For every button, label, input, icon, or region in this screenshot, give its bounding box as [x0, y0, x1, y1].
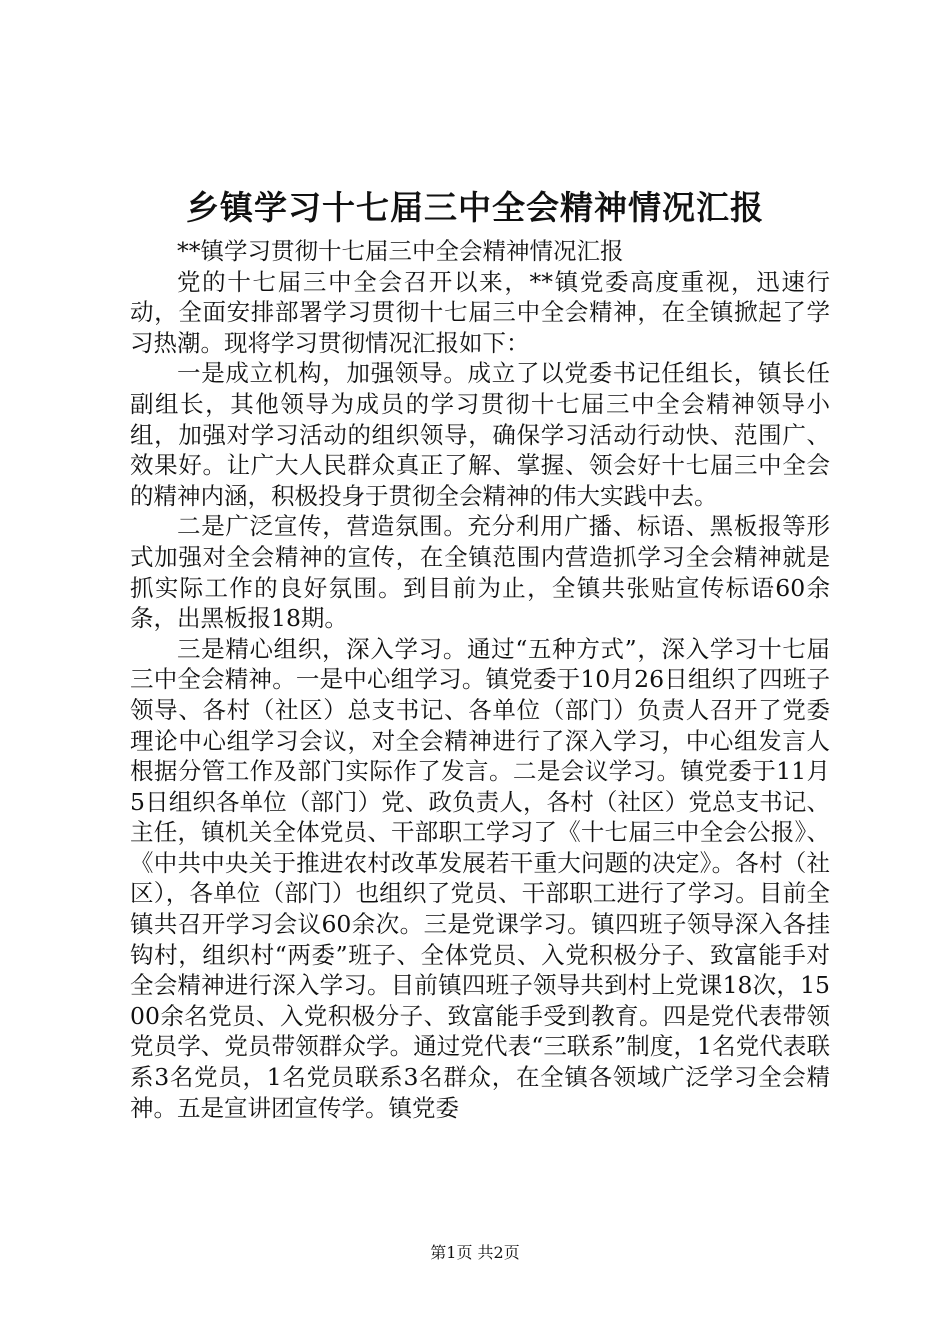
- paragraph-point-1: 一是成立机构，加强领导。成立了以党委书记任组长，镇长任副组长，其他领导为成员的学习贯彻十七届三中全会精神领导小组，加强对学习活动的组织领导，确保学习活动行动快、范围广、效果好。让广大人民群众真正了解、掌握、领会好十七届三中全会的精神内涵，积极投身于贯彻全会精神的伟大实践中去。: [130, 359, 830, 510]
- paragraph-point-2: 二是广泛宣传，营造氛围。充分利用广播、标语、黑板报等形式加强对全会精神的宣传，在全镇范围内营造抓学习全会精神就是抓实际工作的良好氛围。到目前为止，全镇共张贴宣传标语60余条，出黑板报18期。: [130, 512, 830, 633]
- paragraph-intro: 党的十七届三中全会召开以来，**镇党委高度重视，迅速行动，全面安排部署学习贯彻十七届三中全会精神，在全镇掀起了学习热潮。现将学习贯彻情况汇报如下：: [130, 267, 830, 357]
- document-title: 乡镇学习十七届三中全会精神情况汇报: [186, 188, 764, 227]
- paragraph-subtitle: **镇学习贯彻十七届三中全会精神情况汇报: [177, 237, 624, 265]
- page-footer: 第1页 共2页: [430, 1243, 520, 1262]
- paragraph-point-3: 三是精心组织，深入学习。通过“五种方式”，深入学习十七届三中全会精神。一是中心组学习。镇党委于10月26日组织了四班子领导、各村（社区）总支书记、各单位（部门）负责人召开了党委理论中心组学习会议，对全会精神进行了深入学习，中心组发言人根据分管工作及部门实际作了发言。二是会议学习。镇党委于11月5日组织各单位（部门）党、政负责人，各村（社区）党总支书记、主任，镇机关全体党员、干部职工学习了《十七届三中全会公报》、《中共中央关于推进农村改革发展若干重大问题的决定》。各村（社区），各单位（部门）也组织了党员、干部职工进行了学习。目前全镇共召开学习会议60余次。三是党课学习。镇四班子领导深入各挂钩村，组织村“两委”班子、全体党员、入党积极分子、致富能手对全会精神进行深入学习。目前镇四班子领导共到村上党课18次，1500余名党员、入党积极分子、致富能手受到教育。四是党代表带领党员学、党员带领群众学。通过党代表“三联系”制度，1名党代表联系3名党员，1名党员联系3名群众，在全镇各领域广泛学习全会精神。五是宣讲团宣传学。镇党委: [130, 634, 830, 1122]
- document-body: [130, 236, 830, 1123]
